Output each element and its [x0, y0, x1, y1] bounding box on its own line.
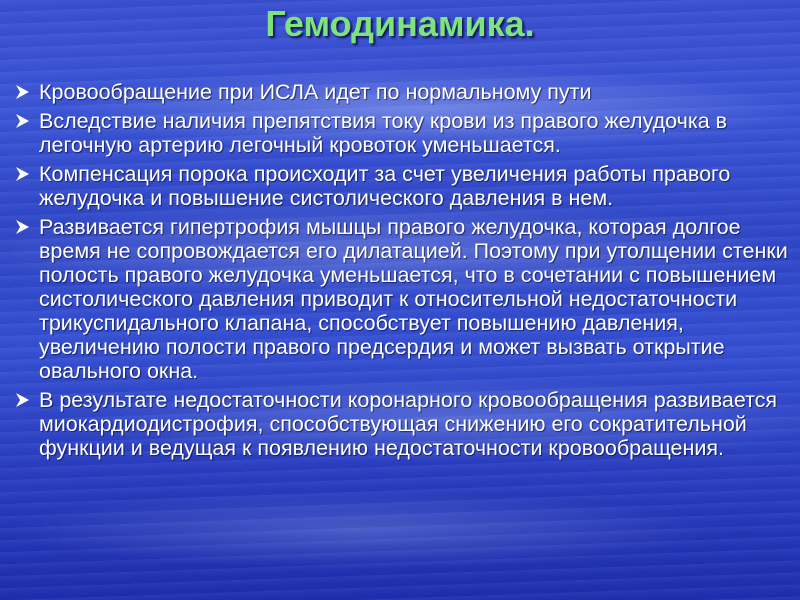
bullet-item [14, 215, 796, 383]
bullet-text: Компенсация порока происходит за счет увеличения работы правого желудочка и повышение систолического давления в нем. [39, 162, 731, 210]
arrowhead-icon [14, 113, 30, 129]
bullet-list [14, 80, 796, 465]
arrowhead-icon [14, 84, 30, 100]
arrowhead-icon [14, 392, 30, 408]
slide-title: Гемодинамика. [265, 3, 535, 44]
bullet-item [14, 80, 796, 104]
bullet-text: В результате недостаточности коронарного кровообращения развивается миокардиодистрофия, способствующая снижению его сократительной функции и ведущая к появлению недостаточности кровообращения. [39, 388, 778, 460]
bullet-text: Вследствие наличия препятствия току крови из правого желудочка в легочную артерию легочный кровоток уменьшается. [39, 109, 728, 157]
bullet-item [14, 109, 796, 157]
bullet-item [14, 162, 796, 210]
arrowhead-icon [14, 219, 30, 235]
bullet-item [14, 388, 796, 460]
bullet-text: Кровообращение при ИСЛА идет по нормальному пути [39, 80, 592, 104]
bullet-text: Развивается гипертрофия мышцы правого желудочка, которая долгое время не сопровождается его дилатацией. Поэтому при утолщении стенки полость правого желудочка уменьшается, что в сочетании с повышением систолического давления приводит к относительной недостаточности трикуспидального клапана, способствует повышению давления, увеличению полости правого предсердия и может вызвать открытие овального окна. [39, 215, 788, 383]
arrowhead-icon [14, 166, 30, 182]
